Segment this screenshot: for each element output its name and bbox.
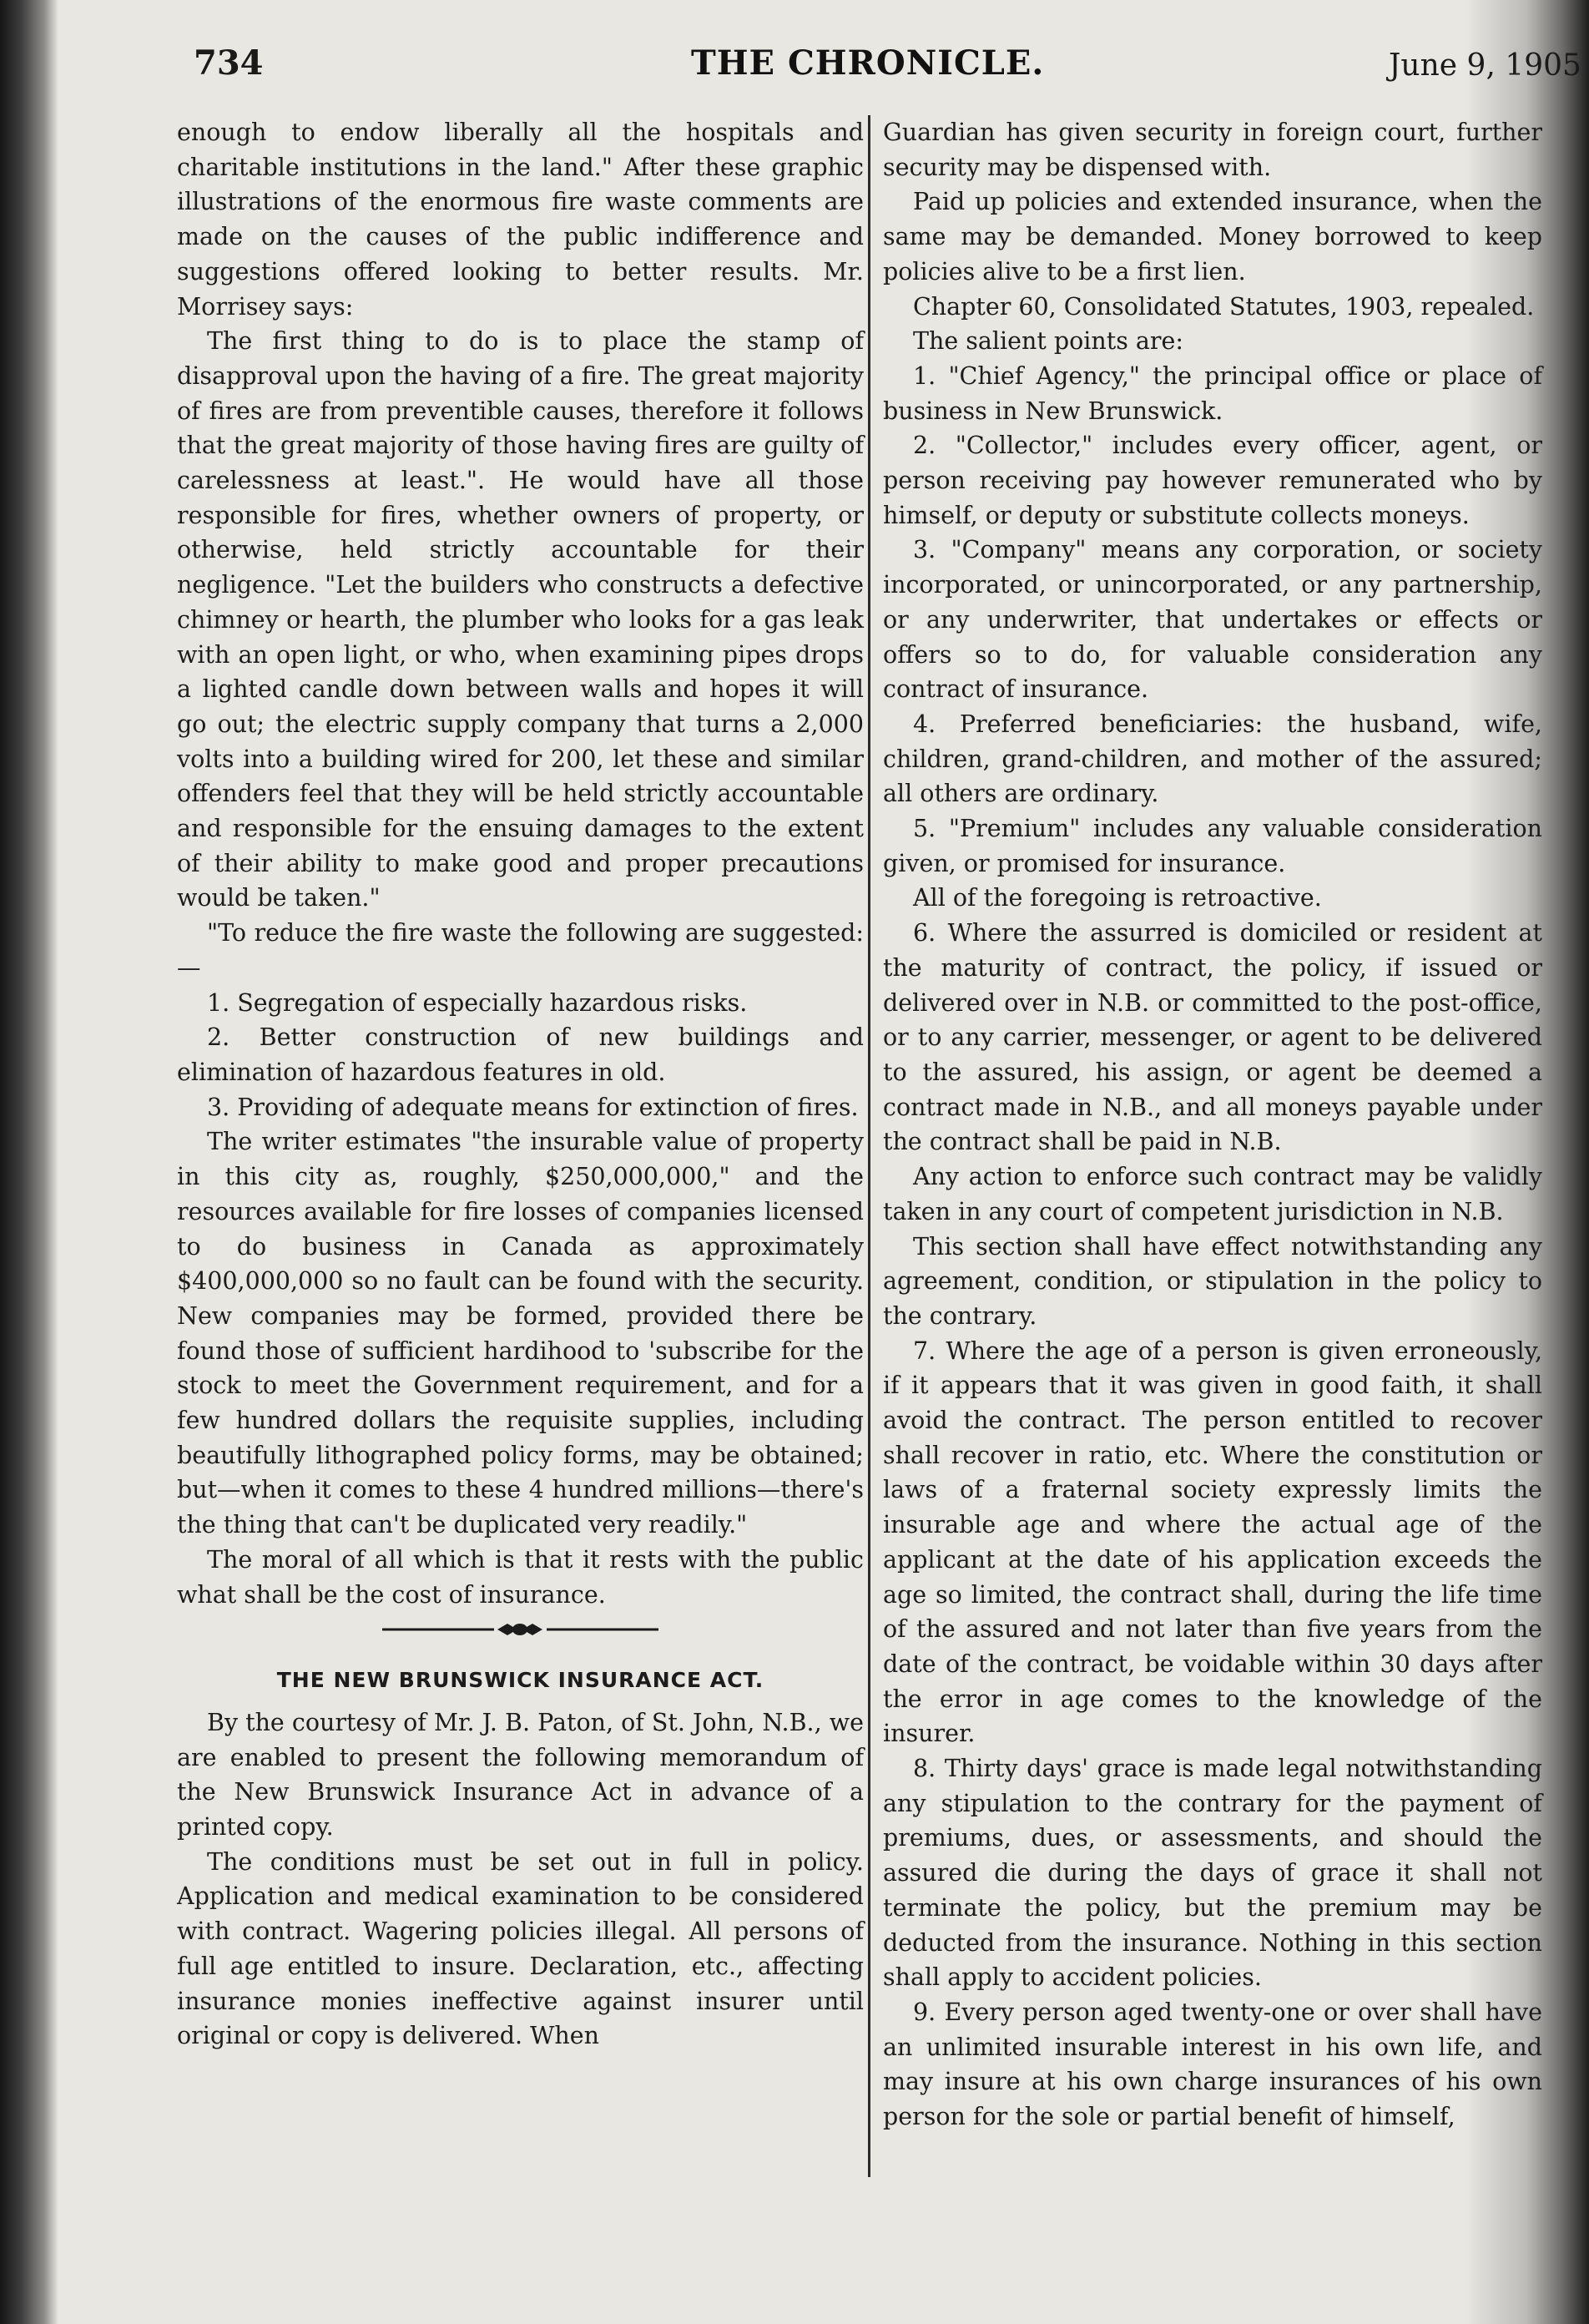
list-item: 4. Preferred beneficiaries: the husband, wife, children, grand-children, and mother of the assured; all others are ordinary.	[883, 710, 1542, 808]
list-item: 2. "Collector," includes every officer, agent, or person receiving pay however remunerated who by himself, or deputy or substitute collects moneys.	[883, 432, 1542, 529]
right-column	[883, 115, 1542, 2302]
list-item: 2. Better construction of new buildings and elimination of hazardous features in old.	[177, 1023, 864, 1086]
paragraph: The moral of all which is that it rests with the public what shall be the cost of insurance.	[177, 1545, 864, 1609]
paragraph: By the courtesy of Mr. J. B. Paton, of St. John, N.B., we are enabled to present the following memorandum of the New Brunswick Insurance Act in advance of a printed copy.	[177, 1708, 864, 1842]
paragraph: The salient points are:	[913, 327, 1183, 356]
list-item: 1. Segregation of especially hazardous risks.	[207, 988, 748, 1017]
list-item: 6. Where the assurred is domiciled or resident at the maturity of contract, the policy, if issued or delivered over in N.B. or committed to the post-office, or to any carrier, messenger, or agent to be delivered to the assured, his assign, or agent be deemed a contract made in N.B., and all moneys payable under the contract shall be paid in N.B.	[883, 919, 1542, 1156]
section-divider-ornament-icon	[177, 1617, 864, 1642]
paragraph: The writer estimates "the insurable value of property in this city as, roughly, $250,000,000," and the resources available for fire losses of companies licensed to do business in Canada as approximately $400,000,000 so no fault can be found with the security. New companies may be formed, provided there be found those of sufficient hardihood to 'subscribe for the stock to meet the Government requirement, and for a few hundred dollars the requisite supplies, including beautifully lithographed policy forms, may be obtained; but—when it comes to these 4 hundred millions—there's the thing that can't be duplicated very readily."	[177, 1128, 864, 1539]
paragraph: The first thing to do is to place the stamp of disapproval upon the having of a fire. The great majority of fires are from preventible causes, therefore it follows that the great majority of those having fires are guilty of carelessness at least.". He would have all those responsible for fires, whether owners of property, or otherwise, held strictly accountable for their negligence. "Let the builders who constructs a defective chimney or hearth, the plumber who looks for a gas leak with an open light, or who, when examining pipes drops a lighted candle down between walls and hopes it will go out; the electric supply company that turns a 2,000 volts into a building wired for 200, let these and similar offenders feel that they will be held strictly accountable and responsible for the ensuing damages to the extent of their ability to make good and proper precautions would be taken."	[177, 327, 864, 912]
page-left-edge-shadow	[0, 0, 58, 2324]
left-column	[177, 115, 864, 2302]
paragraph: All of the foregoing is retroactive.	[913, 884, 1322, 912]
paragraph: Chapter 60, Consolidated Statutes, 1903, repealed.	[913, 292, 1535, 321]
list-item: 5. "Premium" includes any valuable consideration given, or promised for insurance.	[883, 815, 1542, 877]
paragraph: enough to endow liberally all the hospitals and charitable institutions in the land." After these graphic illustrations of the enormous fire waste comments are made on the causes of the public indifference and suggestions offered looking to better results. Mr. Morrisey says:	[177, 119, 864, 321]
list-item: 3. Providing of adequate means for extinction of fires.	[207, 1093, 859, 1121]
publication-title: THE CHRONICLE.	[691, 43, 1045, 83]
list-item: 9. Every person aged twenty-one or over shall have an unlimited insurable interest in his own life, and may insure at his own charge insurances of his own person for the sole or partial benefit of himself,	[883, 1998, 1542, 2131]
paragraph: Guardian has given security in foreign court, further security may be dispensed with.	[883, 119, 1542, 181]
page-header	[0, 33, 1589, 109]
list-item: 1. "Chief Agency," the principal office or place of business in New Brunswick.	[883, 361, 1542, 425]
page-number: 734	[194, 43, 264, 83]
paragraph: This section shall have effect notwithstanding any agreement, condition, or stipulation in the policy to the contrary.	[883, 1232, 1542, 1330]
list-item: 7. Where the age of a person is given erroneously, if it appears that it was given in good faith, it shall avoid the contract. The person entitled to recover shall recover in ratio, etc. Where the constitution or laws of a fraternal society expressly limits the insurable age and where the actual age of the applicant at the date of his application exceeds the age so limited, the contract shall, during the life time of the assured and not later than five years from the date of the contract, be voidable within 30 days after the error in age comes to the knowledge of the insurer.	[883, 1336, 1542, 1748]
column-divider	[868, 115, 870, 2177]
paragraph: "To reduce the fire waste the following are suggested:—	[177, 919, 864, 982]
section-title: THE NEW BRUNSWICK INSURANCE ACT.	[276, 1667, 764, 1692]
paragraph: Paid up policies and extended insurance, when the same may be demanded. Money borrowed to keep policies alive to be a first lien.	[883, 188, 1542, 285]
issue-date: June 9, 1905	[1389, 48, 1581, 83]
list-item: 8. Thirty days' grace is made legal notwithstanding any stipulation to the contrary for the payment of premiums, dues, or assessments, and should the assured die during the days of grace it shall not terminate the policy, but the premium may be deducted from the insurance. Nothing in this section shall apply to accident policies.	[883, 1755, 1542, 1992]
paragraph: Any action to enforce such contract may be validly taken in any court of competent jurisdiction in N.B.	[883, 1163, 1542, 1225]
list-item: 3. "Company" means any corporation, or society incorporated, or unincorporated, or any partnership, or any underwriter, that undertakes or effects or offers so to do, for valuable consideration any contract of insurance.	[883, 536, 1542, 704]
paragraph: The conditions must be set out in full in policy. Application and medical examination to be considered with contract. Wagering policies illegal. All persons of full age entitled to insure. Declaration, etc., affecting insurance monies ineffective against insurer until original or copy is delivered. When	[177, 1847, 864, 2050]
